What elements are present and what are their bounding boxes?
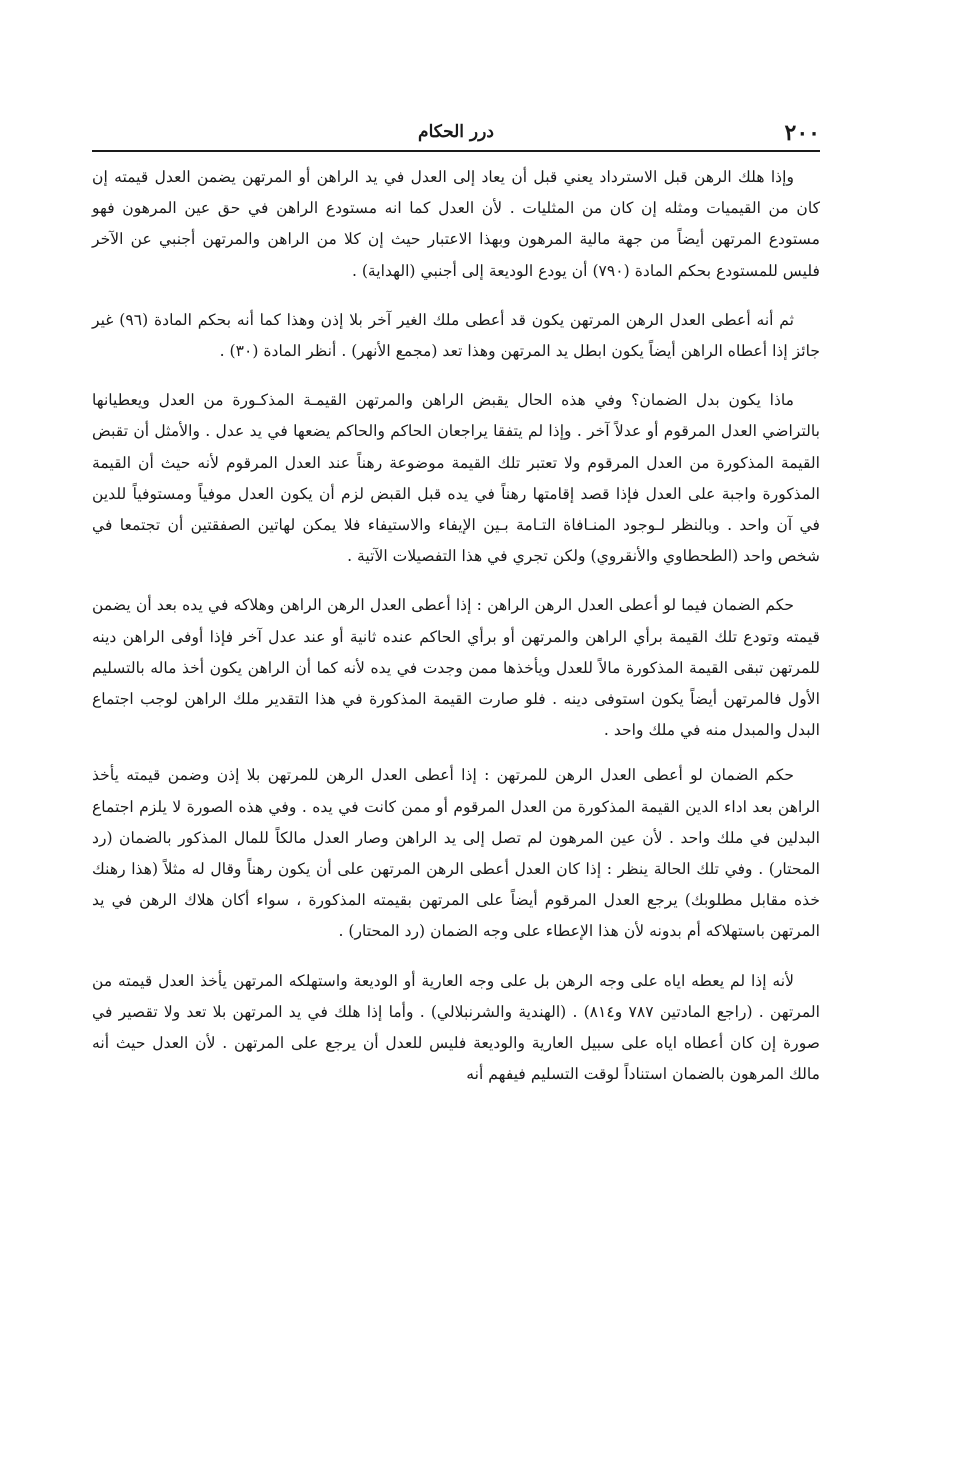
page-body — [92, 162, 820, 1090]
paragraph-ruling-given-to-pledgee: حكم الضمان لو أعطى العدل الرهن للمرتهن : إذا أعطى العدل الرهن للمرتهن بلا إذن وضمن قيمته يأخذ الراهن بعد اداء الدين القيمة المذكورة من العدل المرقوم أو ممن كانت في يده . وفي هذه الصورة لا يلزم اجتماع البدلين في ملك واحد . لأن عين المرهون لم تصل إلى يد الراهن وصار العدل مالكاً للمال المذكور بالضمان (رد المحتار) . وفي تلك الحالة ينظر : إذا كان العدل أعطى الرهن المرتهن على أن يكون رهناً وقال له مثلاً (هذا رهنك خذه مقابل مطلوبك) يرجع العدل المرقوم أيضاً على المرتهن بقيمته المذكورة ، سواء أكان هلاك الرهن في يد المرتهن باستهلاكه أم بدونه لأن هذا الإعطاء على وجه الضمان (رد المحتار) . — [92, 766, 820, 941]
page-number: ٢٠٠ — [784, 120, 820, 146]
paragraph-loan-or-deposit: لأنه إذا لم يعطه اياه على وجه الرهن بل على وجه العارية أو الوديعة واستهلكه المرتهن يأخذ العدل قيمته من المرتهن . (راجع المادتين ٧٨٧ و٨١٤) . (الهندية والشرنبلالي) . وأما إذا هلك في يد المرتهن بلا تعد ولا تقصير في صورة إن كان أعطاه اياه على سبيل العارية والوديعة فليس للعدل أن يرجع على المرتهن . لأن العدل حيث أنه مالك المرهون بالضمان استناداً لوقت التسليم فيفهم أنه — [92, 971, 820, 1084]
paragraph-giving-to-pledgee: ثم أنه أعطى العدل الرهن المرتهن يكون قد أعطى ملك الغير آخر بلا إذن وهذا كما أنه بحكم المادة (٩٦) غير جائز إذا أعطاه الراهن أيضاً يكون ابطل يد المرتهن وهذا تعد (مجمع الأنهر) . أنظر المادة (٣٠) . — [92, 310, 820, 361]
document-page — [92, 118, 820, 1090]
paragraph-ruling-given-to-pledgor: حكم الضمان فيما لو أعطى العدل الرهن الراهن : إذا أعطى العدل الرهن الراهن وهلاكه في يده بعد أن يضمن قيمته وتودع تلك القيمة برأي الراهن والمرتهن أو برأي الحاكم عنده ثانية أو عند عدل آخر فإذا أوفى الراهن دينه للمرتهن تبقى القيمة المذكورة مالاً للعدل ويأخذها ممن وجدت في يده لأنه كما أن الراهن يكون أخذ ماله بالتسليم الأول فالمرتهن أيضاً يكون استوفى دينه . فلو صارت القيمة المذكورة في هذا التقدير ملك الراهن لوجب اجتماع البدل والمبدل منه في ملك واحد . — [92, 596, 820, 740]
paragraph-deposit-loss: وإذا هلك الرهن قبل الاسترداد يعني قبل أن يعاد إلى العدل في يد الراهن أو المرتهن يضمن العدل قيمته إن كان من القيميات ومثله إن كان من المثليات . لأن العدل كما انه مستودع الراهن في حق عين المرهون فهو مستودع المرتهن أيضاً من جهة مالية المرهون وبهذا الاعتبار حيث إن كلا من الراهن والمرتهن أجنبي عن الآخر فليس للمستودع بحكم المادة (٧٩٠) أن يودع الوديعة إلى أجنبي (الهداية) . — [92, 168, 820, 280]
running-header — [92, 118, 820, 152]
paragraph-compensation-substitute: ماذا يكون بدل الضمان؟ وفي هذه الحال يقبض الراهن والمرتهن القيمـة المذكـورة من العدل ويعطيانها بالتراضي العدل المرقوم أو عدلاً آخر . وإذا لم يتفقا يراجعان الحاكم والحاكم يضعها في يد عدل . والأمثل أن تقبض القيمة المذكورة من العدل المرقوم ولا تعتبر تلك القيمة موضوعة رهناً عند العدل المرقوم لأنه حيث أن القيمة المذكورة واجبة على العدل فإذا قصد إقامتها رهناً في يده قبل القبض لزم أن يكون العدل موفياً ومستوفياً للدين في آن واحد . وبالنظر لـوجود المنـافاة التـامة بـين الإيفاء والاستيفاء فلا يمكن لهاتين الصفقتين أن تجتمعا في شخص واحد (الطحطاوي والأنقروي) ولكن تجري في هذا التفصيلات الآتية . — [92, 391, 820, 566]
running-title: درر الحكام — [418, 122, 494, 142]
